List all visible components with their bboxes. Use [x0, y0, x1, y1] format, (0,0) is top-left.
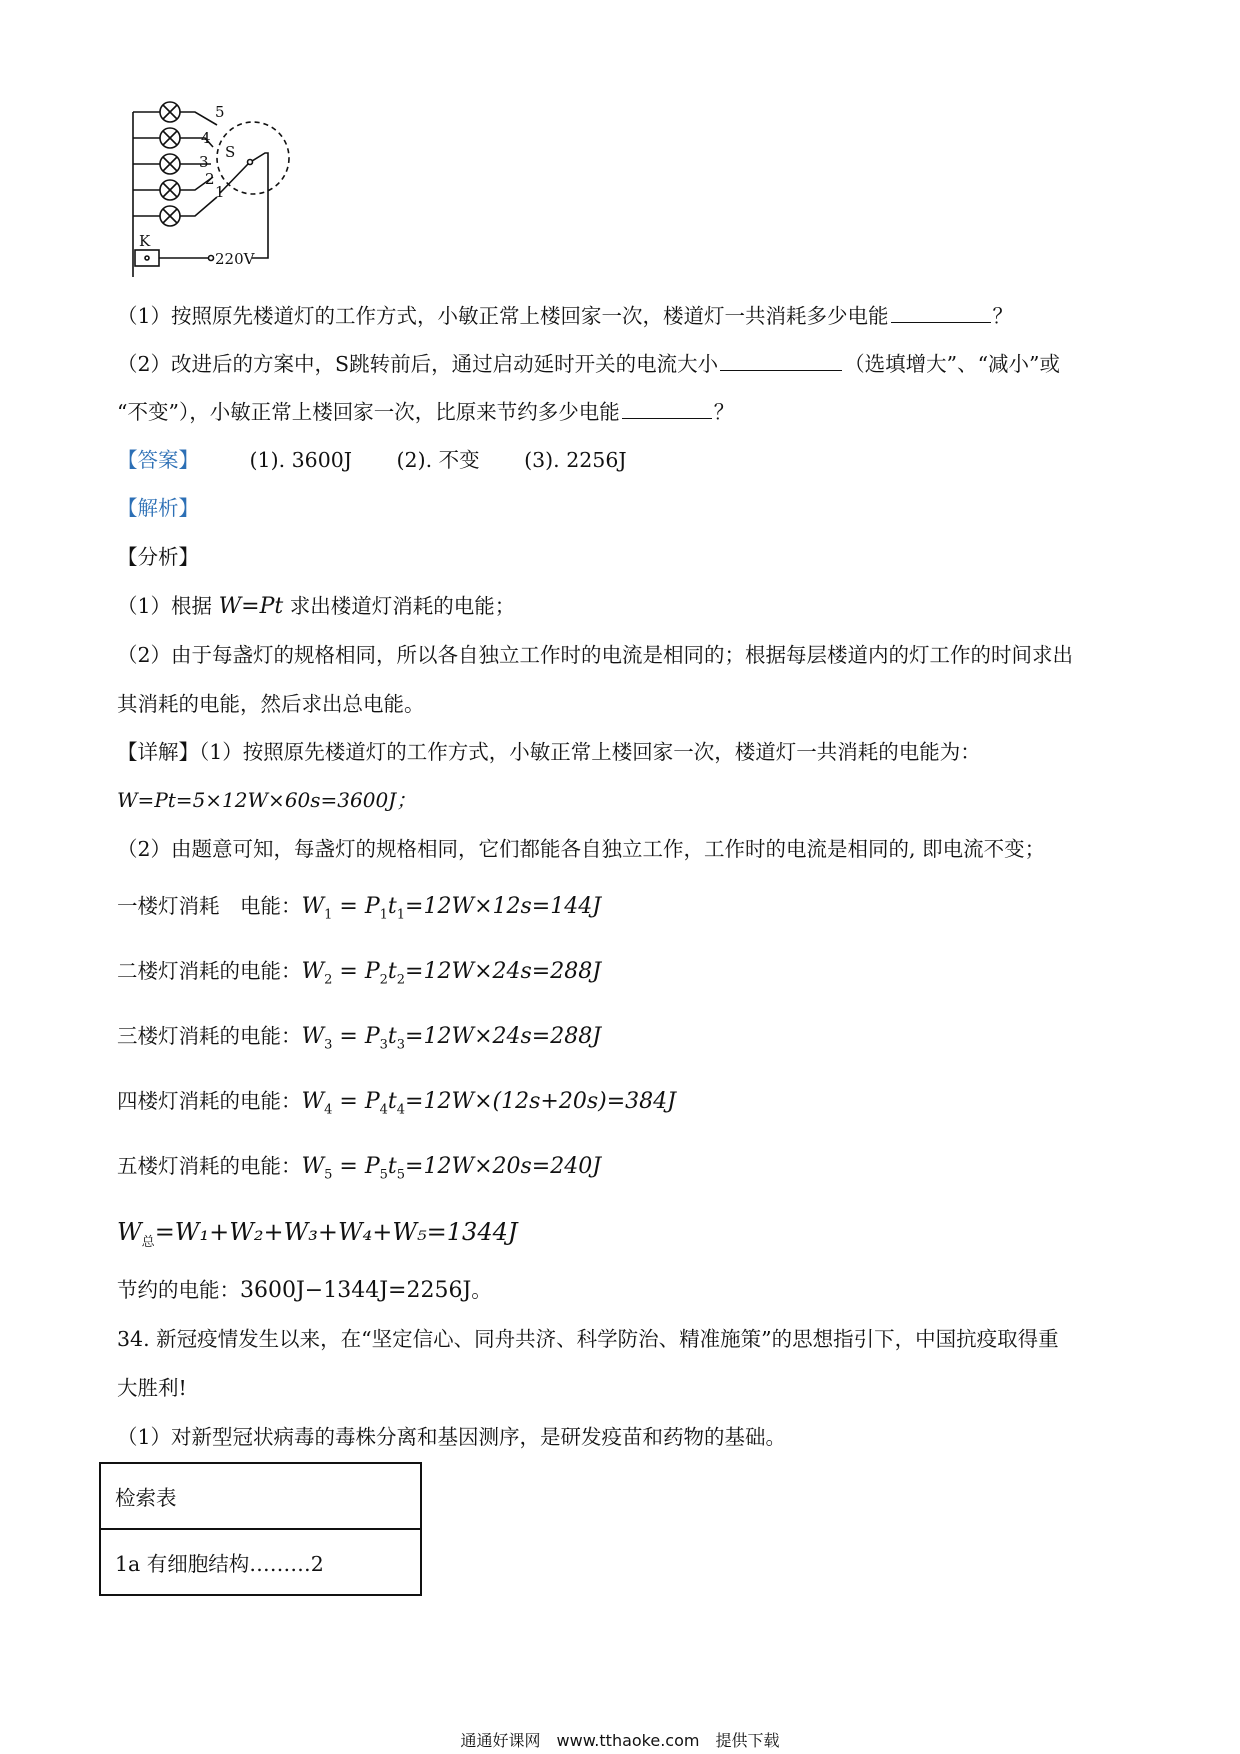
total-energy: $W_总=W_1+W_2+W_3+W_4+W_5=1344J$	[117, 1218, 518, 1250]
answer-blank-3[interactable]	[622, 398, 712, 419]
floor-2-energy: 二楼灯消耗的电能：$W_2 = P_2t_2=12W\times 24s=288J$	[117, 959, 602, 988]
contact-4: 4	[201, 129, 211, 147]
fenxi-1: （1）根据 W=Pt 求出楼道灯消耗的电能；	[117, 594, 516, 619]
jiexi-tag: 【解析】	[117, 496, 199, 520]
question-34-1: （1）对新型冠状病毒的毒株分离和基因测序，是研发疫苗和药物的基础。	[117, 1425, 787, 1449]
contact-5: 5	[215, 103, 225, 121]
saving-energy: 节约的电能：3600J−1344J=2256J。	[117, 1278, 492, 1303]
floor-5-energy: 五楼灯消耗的电能：$W_5 = P_5t_5=12W\times 20s=240J$	[117, 1154, 602, 1183]
xiangjie-1: 【详解】（1）按照原先楼道灯的工作方式，小敏正常上楼回家一次，楼道灯一共消耗的电能为：	[117, 740, 981, 764]
fenxi-2: （2）由于每盏灯的规格相同，所以各自独立工作时的电流是相同的；根据每层楼道内的灯工作的时间求出	[117, 643, 1074, 667]
voltage-label: 220V	[215, 250, 255, 268]
answer-tag: 【答案】	[117, 448, 199, 472]
xiangjie-1-formula: W=Pt=5×12W×60s=3600J；	[117, 788, 417, 812]
contact-1: 1	[215, 183, 225, 201]
switch-label: S	[225, 143, 236, 161]
answer-blank-1[interactable]	[891, 302, 991, 323]
question-34-cont: 大胜利!	[117, 1376, 187, 1400]
floor-3-energy: 三楼灯消耗的电能：$W_3 = P_3t_3=12W\times 24s=288J$	[117, 1024, 602, 1053]
contact-3: 3	[199, 153, 209, 171]
fenxi-tag: 【分析】	[117, 545, 199, 569]
floor-1-energy: 一楼灯消耗 电能：$W_1 = P_1t_1=12W\times 12s=144J$	[117, 894, 602, 923]
floor-4-energy: 四楼灯消耗的电能：$W_4 = P_4t_4=12W\times(12s+20s)=384J$	[117, 1089, 676, 1118]
question-1: （1）按照原先楼道灯的工作方式，小敏正常上楼回家一次，楼道灯一共消耗多少电能 ？	[117, 304, 1014, 328]
circuit-diagram	[125, 95, 325, 285]
question-2-cont: “不变”），小敏正常上楼回家一次，比原来节约多少电能 ？	[117, 400, 735, 424]
key-table	[99, 1462, 422, 1596]
answer-line	[117, 446, 627, 474]
footer: 通通好课网 www.tthaoke.com 提供下载	[460, 1731, 780, 1750]
answer-1: (1). 3600J	[249, 448, 352, 472]
question-2: （2）改进后的方案中，S跳转前后，通过启动延时开关的电流大小 （选填增大”、“减小”或	[117, 352, 1061, 376]
fenxi-2-cont: 其消耗的电能，然后求出总电能。	[117, 692, 425, 716]
answer-2: (2). 不变	[396, 448, 480, 472]
key-table-header: 检索表	[100, 1463, 421, 1529]
answer-blank-2[interactable]	[720, 350, 842, 371]
relay-label: K	[139, 232, 151, 250]
contact-2: 2	[205, 170, 215, 188]
xiangjie-2: （2）由题意可知，每盏灯的规格相同，它们都能各自独立工作，工作时的电流是相同的, 即电流不变；	[117, 837, 1046, 861]
answer-3: (3). 2256J	[524, 448, 627, 472]
question-34: 34. 新冠疫情发生以来，在“坚定信心、同舟共济、科学防治、精准施策”的思想指引下，中国抗疫取得重	[117, 1327, 1059, 1351]
key-table-row: 1a 有细胞结构………2	[100, 1529, 421, 1595]
